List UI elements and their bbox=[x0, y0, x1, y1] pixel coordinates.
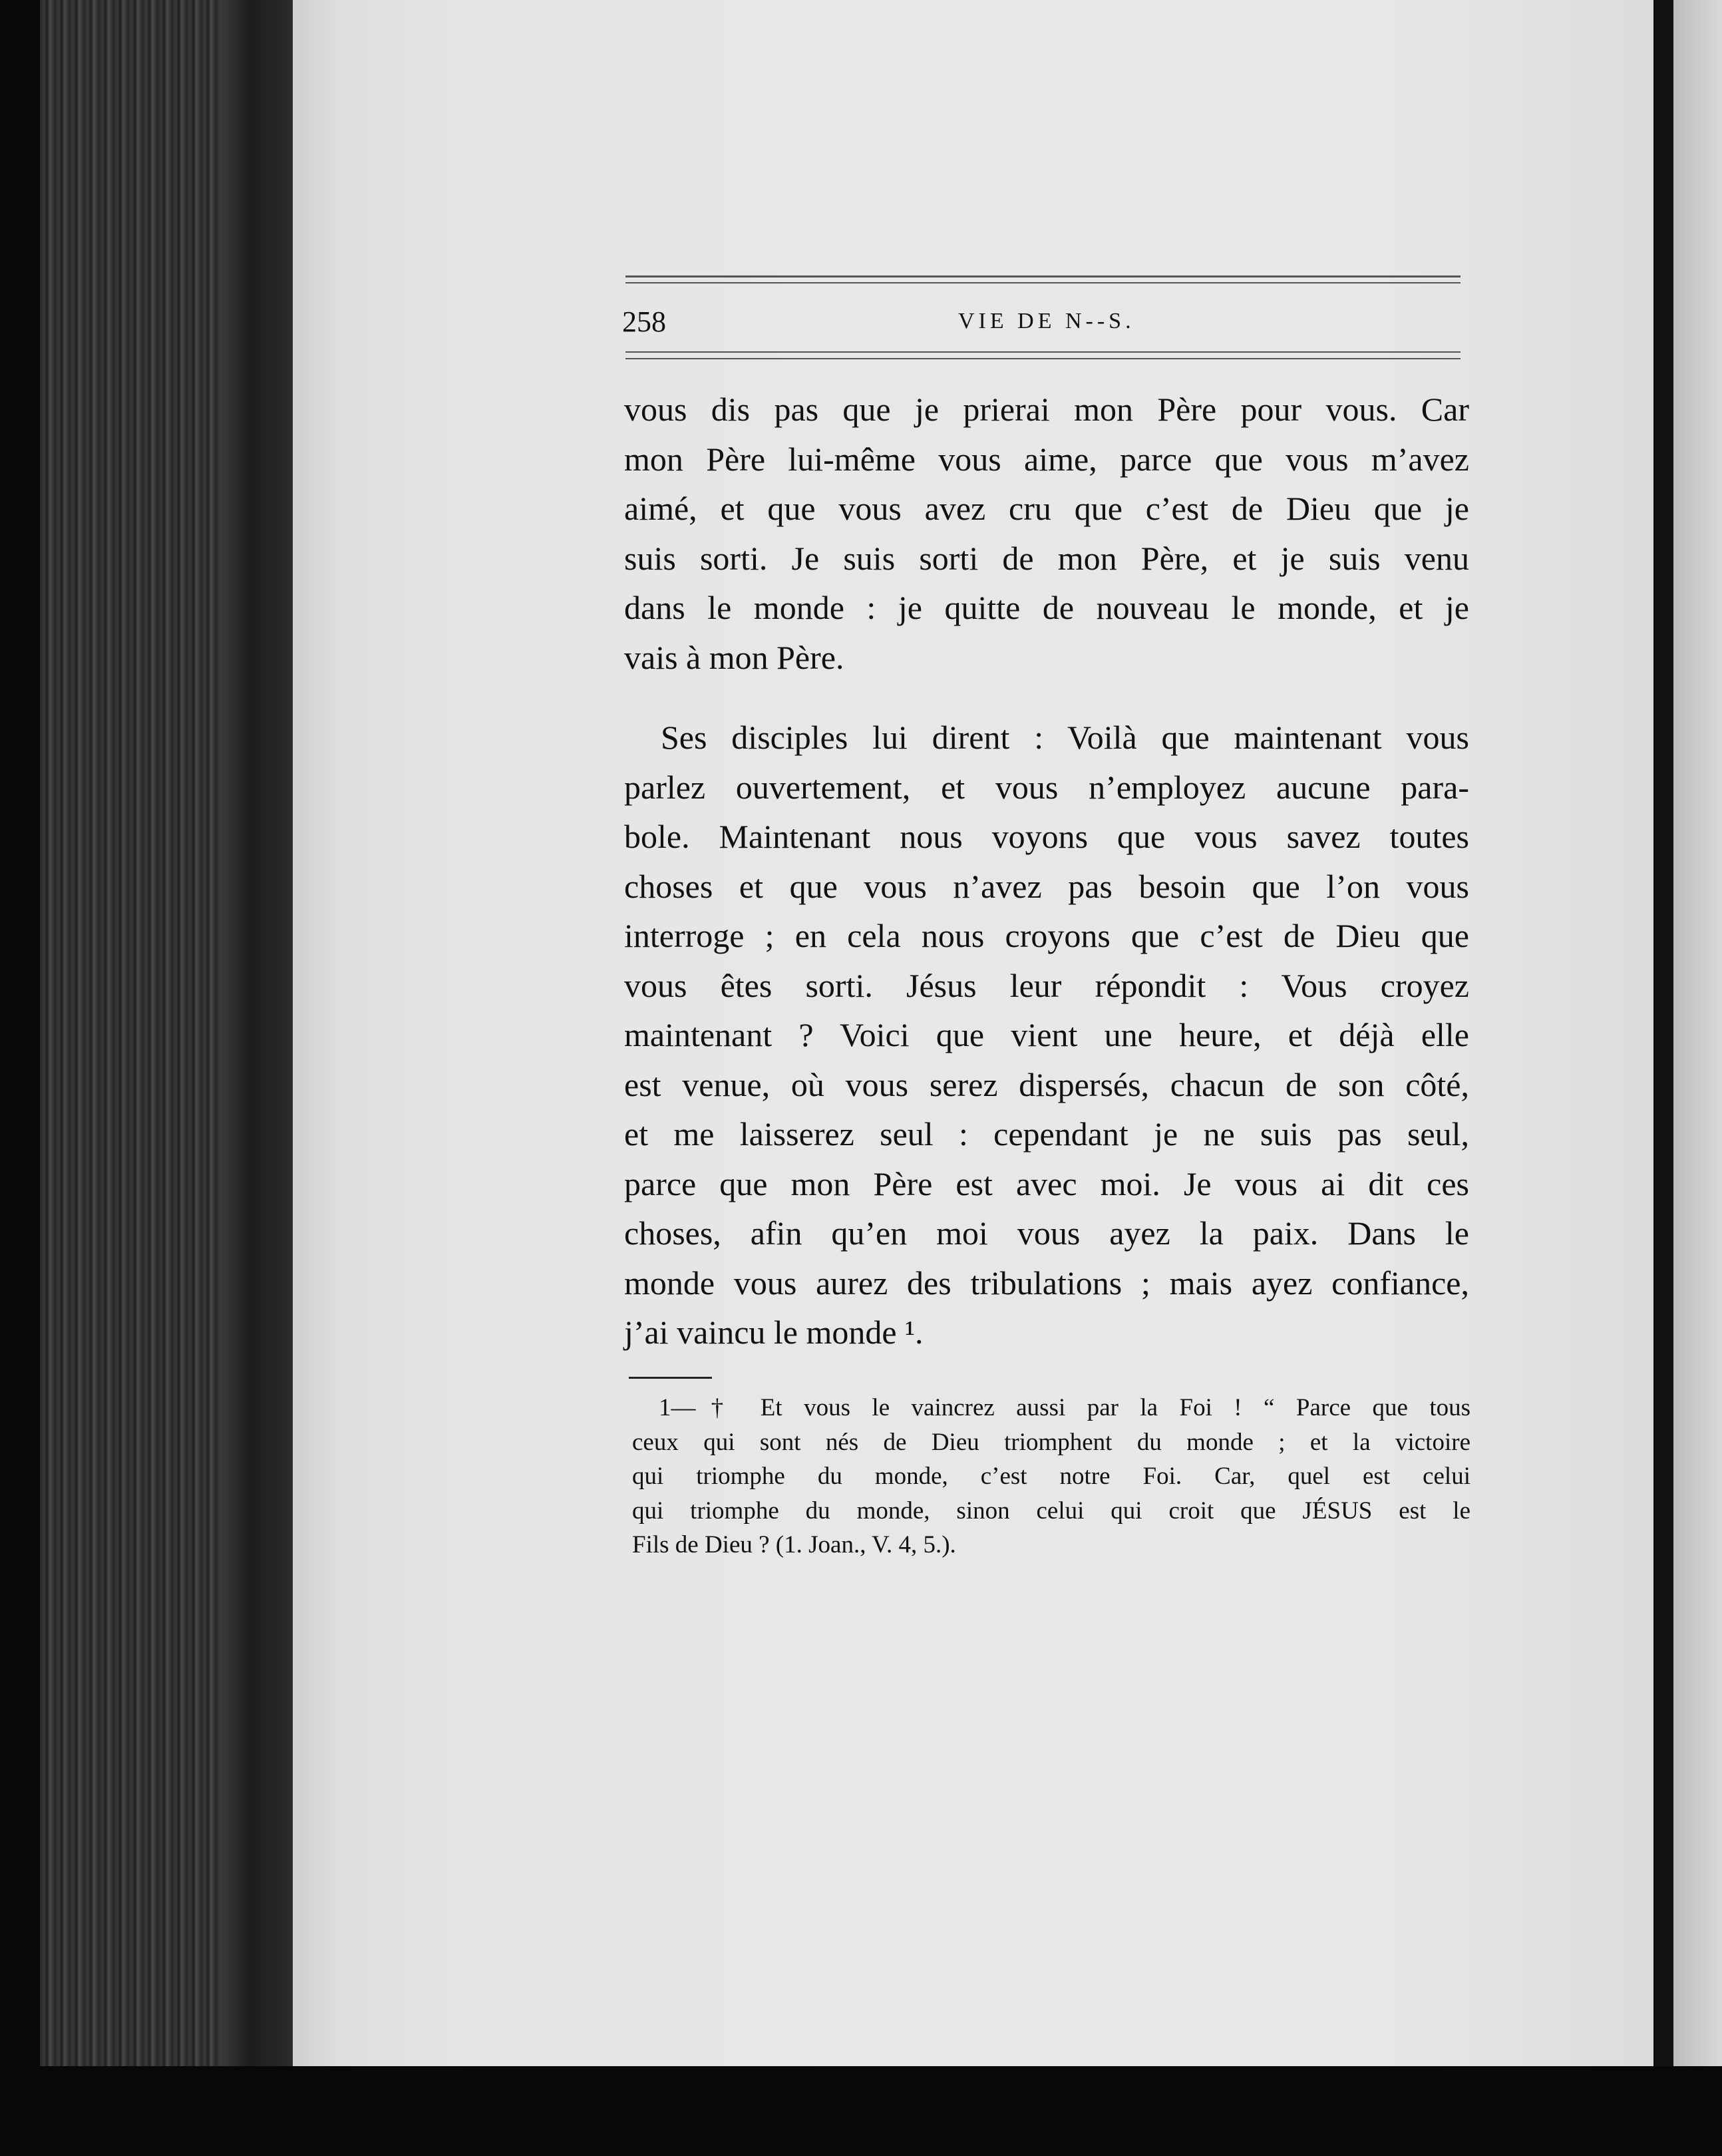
text-line: parce que mon Père est avec moi. Je vous ai dit ces bbox=[624, 1165, 1469, 1202]
text-line: suis sorti. Je suis sorti de mon Père, et je suis venu bbox=[624, 539, 1469, 577]
text-line: est venue, où vous serez dispersés, chacun de son côté, bbox=[624, 1065, 1469, 1103]
header-rule-bottom-thin bbox=[625, 358, 1461, 359]
footnote-separator bbox=[629, 1377, 712, 1379]
book-spine-band bbox=[220, 0, 293, 2156]
page-number: 258 bbox=[622, 305, 666, 338]
text-line: mon Père lui-même vous aime, parce que vous m’avez bbox=[624, 440, 1469, 478]
footnote-line: Fils de Dieu ? (1. Joan., V. 4, 5.). bbox=[632, 1531, 956, 1558]
text-line: dans le monde : je quitte de nouveau le monde, et je bbox=[624, 589, 1469, 626]
text-line: vous êtes sorti. Jésus leur répondit : Vous croyez bbox=[624, 966, 1469, 1004]
text-line: Ses disciples lui dirent : Voilà que maintenant vous bbox=[661, 719, 1469, 756]
paragraph-continued bbox=[624, 385, 1469, 682]
text-line: vais à mon Père. bbox=[624, 638, 844, 676]
text-line: monde vous aurez des tribulations ; mais ayez confiance, bbox=[624, 1264, 1469, 1302]
footnote-line: 1—† Et vous le vaincrez aussi par la Foi ! “ Parce que tous bbox=[659, 1394, 1470, 1421]
right-gutter bbox=[1653, 0, 1673, 2156]
text-line: aimé, et que vous avez cru que c’est de Dieu que je bbox=[624, 490, 1469, 527]
footnote-line: qui triomphe du monde, c’est notre Foi. Car, quel est celui bbox=[632, 1463, 1470, 1490]
text-line: vous dis pas que je prierai mon Père pour vous. Car bbox=[624, 391, 1469, 428]
running-head: VIE DE N--S. bbox=[958, 309, 1135, 333]
bottom-dark-margin bbox=[0, 2066, 1722, 2156]
header-rule-top bbox=[625, 275, 1461, 277]
text-line: choses, afin qu’en moi vous ayez la paix. Dans le bbox=[624, 1214, 1469, 1252]
header-rule-top-thin bbox=[625, 282, 1461, 283]
text-line: interroge ; en cela nous croyons que c’est de Dieu que bbox=[624, 917, 1469, 954]
text-line: bole. Maintenant nous voyons que vous savez toutes bbox=[624, 818, 1469, 855]
footnote bbox=[632, 1391, 1470, 1562]
text-line: maintenant ? Voici que vient une heure, et déjà elle bbox=[624, 1016, 1469, 1053]
paragraph-disciples bbox=[624, 713, 1469, 1357]
text-line: j’ai vaincu le monde ¹. bbox=[624, 1314, 924, 1351]
text-line: et me laisserez seul : cependant je ne suis pas seul, bbox=[624, 1115, 1469, 1153]
text-line: choses et que vous n’avez pas besoin que l’on vous bbox=[624, 867, 1469, 905]
footnote-line: ceux qui sont nés de Dieu triomphent du monde ; et la victoire bbox=[632, 1428, 1470, 1456]
header-rule-bottom bbox=[625, 351, 1461, 353]
footnote-line: qui triomphe du monde, sinon celui qui croit que JÉSUS est le bbox=[632, 1497, 1470, 1525]
facing-page-edge bbox=[1673, 0, 1722, 2156]
left-dark-margin bbox=[0, 0, 40, 2156]
text-line: parlez ouvertement, et vous n’employez aucune para- bbox=[624, 768, 1469, 806]
